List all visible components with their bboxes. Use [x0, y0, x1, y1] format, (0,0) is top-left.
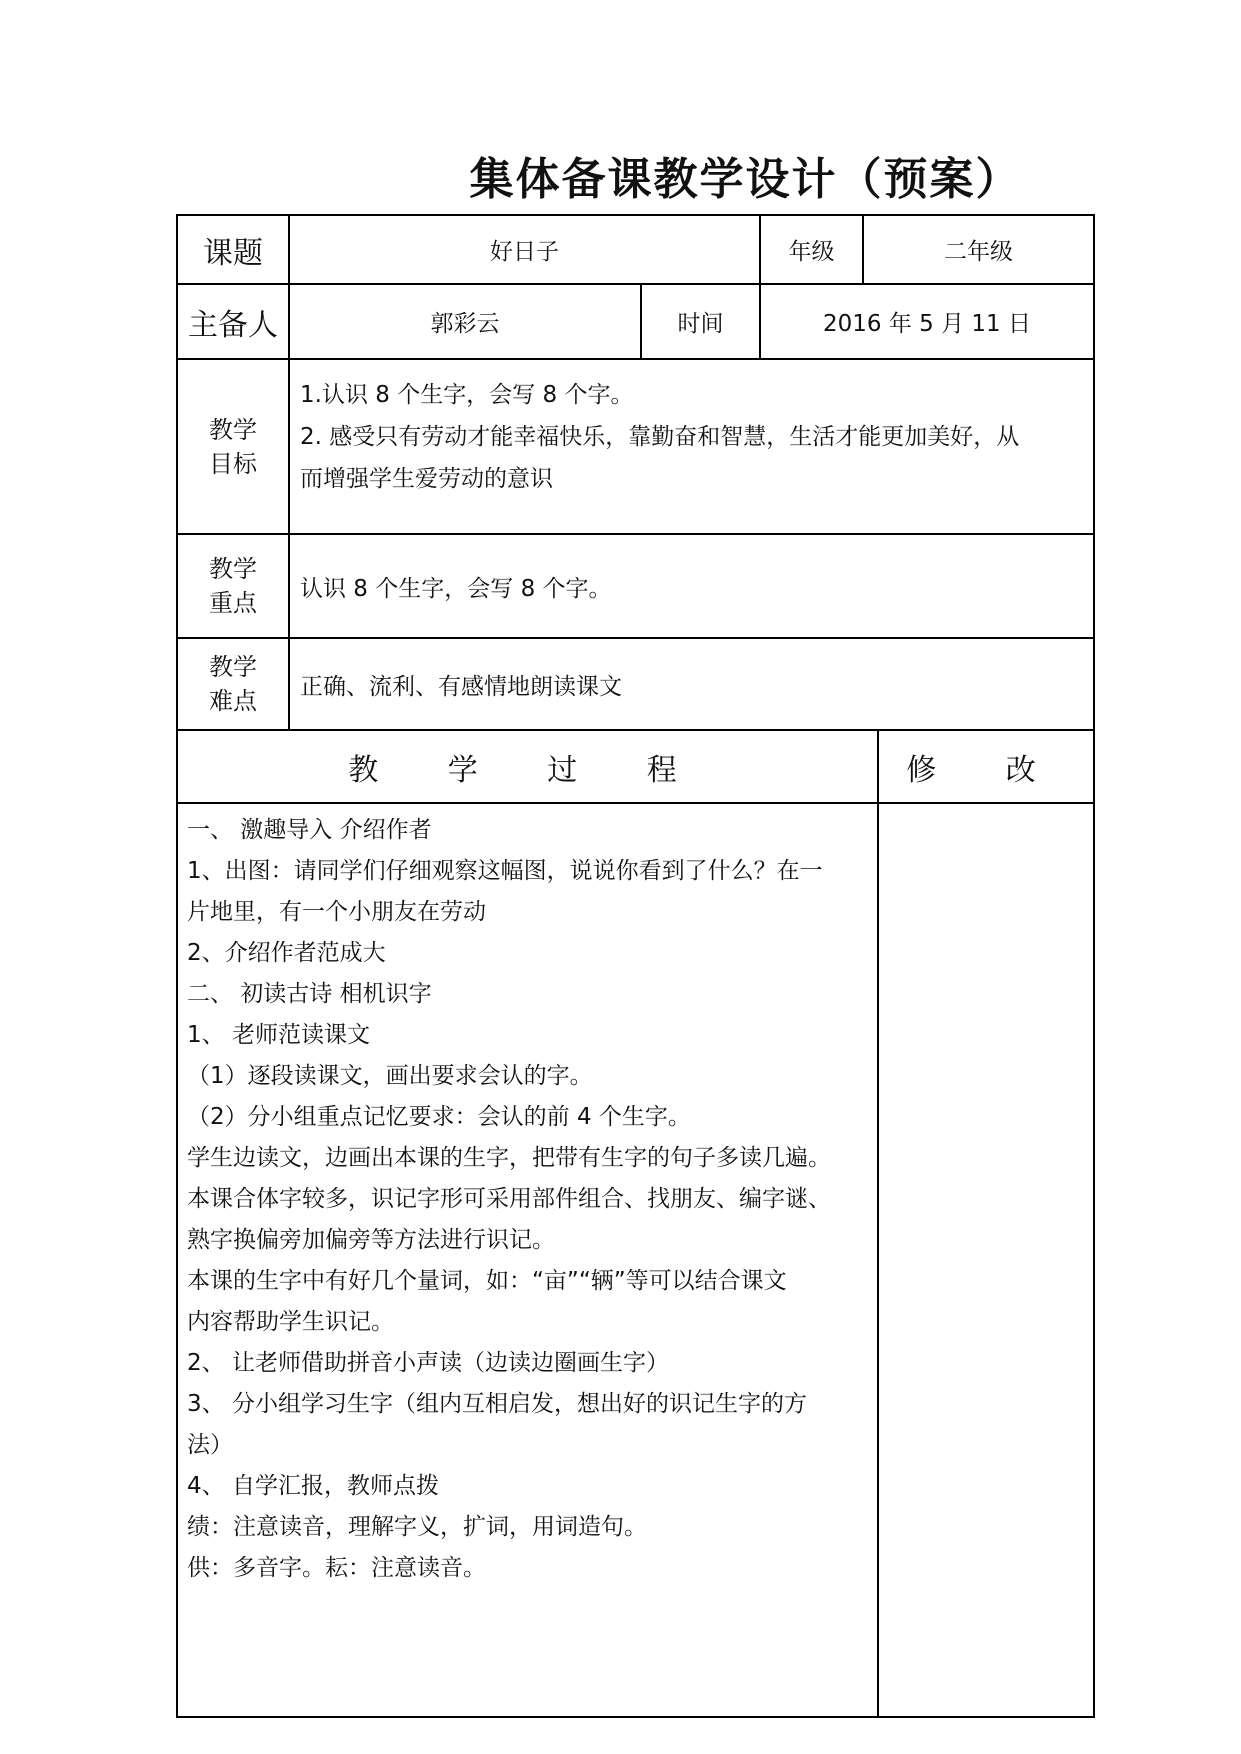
- process-line: （1）逐段读课文，画出要求会认的字。: [187, 1063, 593, 1089]
- grade-value: 二年级: [944, 239, 1013, 265]
- table-border-right: [1093, 214, 1095, 1718]
- process-line: 片地里，有一个小朋友在劳动: [187, 899, 486, 925]
- process-line: 本课合体字较多，识记字形可采用部件组合、找朋友、编字谜、: [187, 1186, 831, 1212]
- process-line: （2）分小组重点记忆要求：会认的前 4 个生字。: [187, 1104, 691, 1130]
- goals-content: [300, 374, 1090, 500]
- page-title: 集体备课教学设计（预案）: [469, 154, 1022, 205]
- difficulty-content: 正确、流利、有感情地朗读课文: [300, 673, 622, 700]
- process-line: 法）: [187, 1432, 233, 1458]
- lead-teacher-label: 主备人: [188, 307, 278, 343]
- process-header: 教 学 过 程: [348, 752, 707, 788]
- process-line: 供：多音字。耘：注意读音。: [187, 1555, 486, 1581]
- process-line: 一、 激趣导入 介绍作者: [187, 817, 432, 843]
- difficulty-label: [178, 639, 288, 729]
- topic-value: 好日子: [490, 239, 559, 265]
- process-line: 二、 初读古诗 相机识字: [187, 981, 432, 1007]
- process-line: 绩：注意读音，理解字义，扩词，用词造句。: [187, 1514, 647, 1540]
- process-line: 学生边读文，边画出本课的生字，把带有生字的句子多读几遍。: [187, 1145, 831, 1171]
- process-line: 3、 分小组学习生字（组内互相启发，想出好的识记生字的方: [187, 1391, 807, 1417]
- goals-line: 2. 感受只有劳动才能幸福快乐，靠勤奋和智慧，生活才能更加美好，从: [300, 424, 1020, 450]
- focus-label-line1: 教学: [209, 555, 257, 583]
- process-content: [187, 810, 882, 1589]
- lead-teacher-value: 郭彩云: [430, 311, 500, 337]
- table-border-bottom: [176, 1716, 1095, 1718]
- process-line: 本课的生字中有好几个量词，如：“亩”“辆”等可以结合课文: [187, 1268, 787, 1294]
- goals-label-line2: 目标: [209, 449, 257, 478]
- process-line: 熟字换偏旁加偏旁等方法进行识记。: [187, 1227, 555, 1253]
- focus-content: 认识 8 个生字，会写 8 个字。: [300, 575, 612, 602]
- table-row-divider: [176, 358, 1095, 360]
- process-line: 4、 自学汇报，教师点拨: [187, 1473, 439, 1499]
- grade-label: 年级: [788, 239, 835, 265]
- revise-header: 修 改: [906, 752, 1066, 788]
- topic-label: 课题: [203, 235, 263, 271]
- goals-label: [178, 360, 288, 533]
- difficulty-label-line2: 难点: [209, 687, 257, 715]
- time-value: 2016 年 5 月 11 日: [823, 311, 1031, 337]
- process-line: 1、出图：请同学们仔细观察这幅图，说说你看到了什么？在一: [187, 858, 823, 884]
- goals-label-line1: 教学: [209, 415, 257, 444]
- process-line: 2、 让老师借助拼音小声读（边读边圈画生字）: [187, 1350, 669, 1376]
- process-line: 2、介绍作者范成大: [187, 940, 386, 966]
- revise-notes-area[interactable]: [879, 804, 1093, 1716]
- time-label: 时间: [677, 311, 724, 337]
- focus-label-line2: 重点: [209, 589, 257, 617]
- difficulty-label-line1: 教学: [209, 653, 257, 681]
- focus-label: [178, 535, 288, 637]
- process-line: 内容帮助学生识记。: [187, 1309, 394, 1335]
- goals-line: 而增强学生爱劳动的意识: [300, 466, 553, 492]
- process-line: 1、 老师范读课文: [187, 1022, 370, 1048]
- goals-line: 1.认识 8 个生字，会写 8 个字。: [300, 382, 634, 408]
